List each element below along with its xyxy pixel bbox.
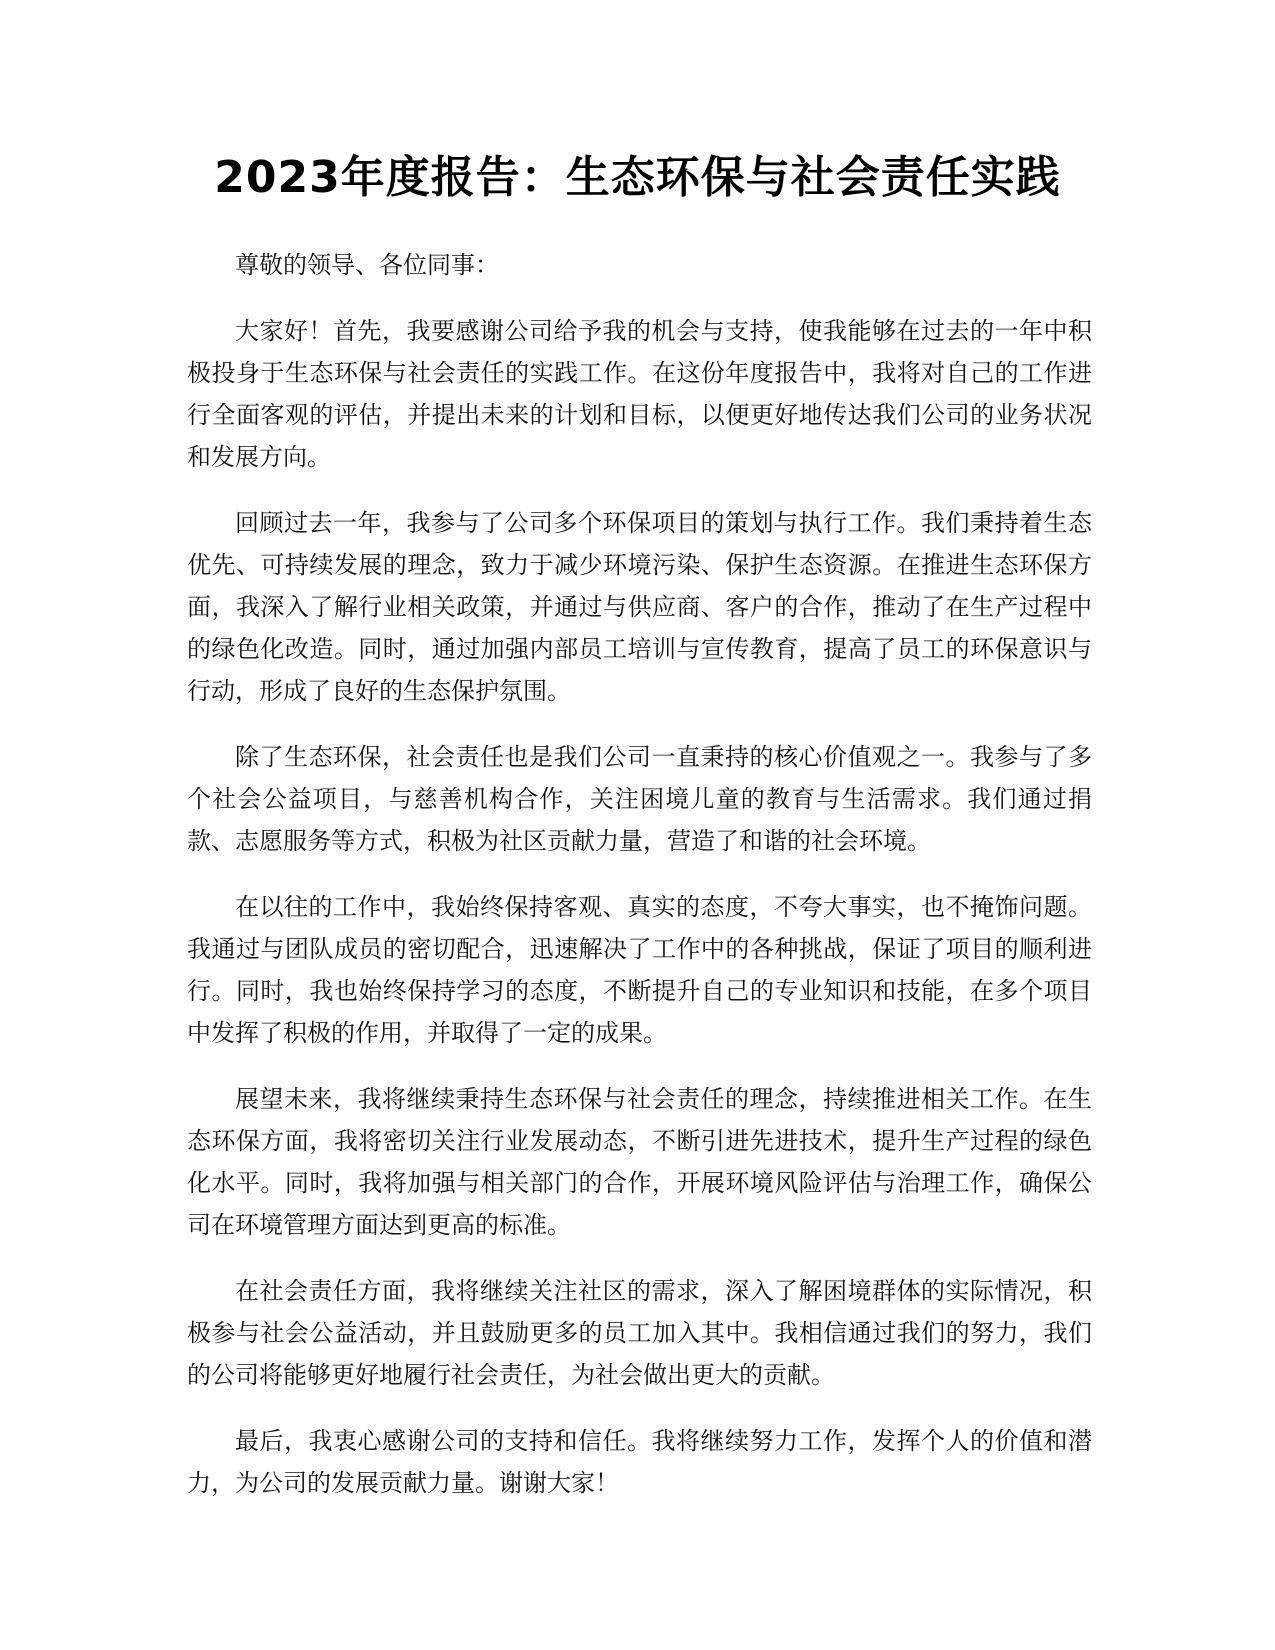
paragraph-salutation: 尊敬的领导、各位同事： bbox=[235, 251, 499, 279]
paragraph-2: 回顾过去一年，我参与了公司多个环保项目的策划与执行工作。我们秉持着生态优先、可持续发展的理念，致力于减少环境污染、保护生态资源。在推进生态环保方面，我深入了解行业相关政策，并通过与供应商、客户的合作，推动了在生产过程中的绿色化改造。同时，通过加强内部员工培训与宣传教育，提高了员工的环保意识与行动，形成了良好的生态保护氛围。 bbox=[187, 509, 1092, 705]
paragraph-3: 除了生态环保，社会责任也是我们公司一直秉持的核心价值观之一。我参与了多个社会公益项目，与慈善机构合作，关注困境儿童的教育与生活需求。我们通过捐款、志愿服务等方式，积极为社区贡献力量，营造了和谐的社会环境。 bbox=[187, 743, 1092, 855]
paragraph-5: 展望未来，我将继续秉持生态环保与社会责任的理念，持续推进相关工作。在生态环保方面，我将密切关注行业发展动态，不断引进先进技术，提升生产过程的绿色化水平。同时，我将加强与相关部门的合作，开展环境风险评估与治理工作，确保公司在环境管理方面达到更高的标准。 bbox=[187, 1085, 1092, 1239]
document-body bbox=[187, 244, 1092, 1528]
paragraph-1: 大家好！首先，我要感谢公司给予我的机会与支持，使我能够在过去的一年中积极投身于生态环保与社会责任的实践工作。在这份年度报告中，我将对自己的工作进行全面客观的评估，并提出未来的计划和目标，以便更好地传达我们公司的业务状况和发展方向。 bbox=[187, 317, 1092, 471]
paragraph-4: 在以往的工作中，我始终保持客观、真实的态度，不夸大事实，也不掩饰问题。我通过与团队成员的密切配合，迅速解决了工作中的各种挑战，保证了项目的顺利进行。同时，我也始终保持学习的态度，不断提升自己的专业知识和技能，在多个项目中发挥了积极的作用，并取得了一定的成果。 bbox=[187, 893, 1092, 1047]
paragraph-closing: 最后，我衷心感谢公司的支持和信任。我将继续努力工作，发挥个人的价值和潜力，为公司的发展贡献力量。谢谢大家！ bbox=[187, 1427, 1092, 1497]
paragraph-6: 在社会责任方面，我将继续关注社区的需求，深入了解困境群体的实际情况，积极参与社会公益活动，并且鼓励更多的员工加入其中。我相信通过我们的努力，我们的公司将能够更好地履行社会责任，为社会做出更大的贡献。 bbox=[187, 1277, 1092, 1389]
document-title: 2023年度报告：生态环保与社会责任实践 bbox=[214, 152, 1061, 203]
